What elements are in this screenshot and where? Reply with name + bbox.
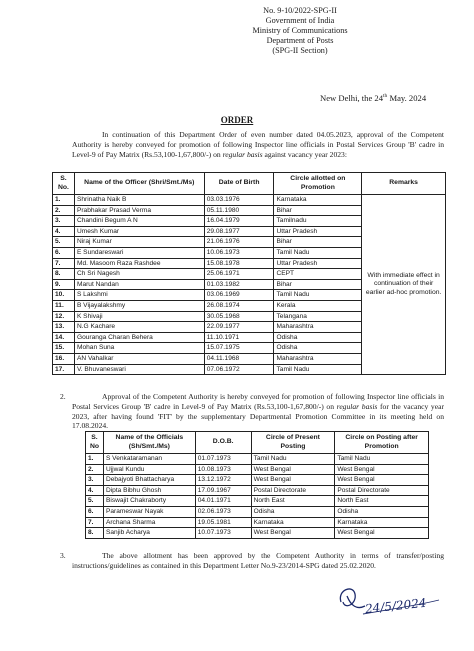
cell-dob: 25.06.1971	[204, 269, 274, 280]
table-row	[86, 496, 429, 507]
table-row	[53, 195, 446, 206]
col-header-new-circle: Circle on Posting after Promotion	[335, 432, 429, 454]
cell-sno: 11.	[53, 300, 75, 311]
ministry-line: Ministry of Communications	[252, 26, 348, 35]
cell-dob: 30.05.1968	[204, 311, 274, 322]
cell-dob: 11.10.1971	[204, 332, 274, 343]
col-header-remarks: Remarks	[362, 173, 446, 195]
cell-new-circle: Tamil Nadu	[335, 454, 429, 465]
paragraph-1: In continuation of this Department Order of even number dated 04.05.2023, approval of the Competent Authority is hereby conveyed for promotion of following Inspector line officials in Postal Services Group 'B' cadre in Level-9 of Pay Matrix (Rs.53,100-1,67,800/-) on regular basis against vacancy year 2023:	[72, 130, 444, 159]
cell-dob: 10.08.1973	[195, 464, 251, 475]
paragraph-3: 3. The above allotment has been approved by the Competent Authority in terms of transfer/posting instructions/guidelines as contained in this Department Letter No.9-23/2014-SPG dated 25.02.2020.	[60, 551, 444, 570]
cell-sno: 2.	[53, 205, 75, 216]
cell-name: Niraj Kumar	[74, 237, 204, 248]
col-header-present-circle: Circle of Present Posting	[251, 432, 335, 454]
cell-name: Biswajit Chakraborty	[103, 496, 195, 507]
cell-name: Prabhakar Prasad Verma	[74, 205, 204, 216]
section-line: (SPG-II Section)	[272, 46, 328, 55]
cell-sno: 3.	[86, 475, 104, 486]
cell-circle: Karnataka	[274, 195, 362, 206]
cell-circle: Tamilnadu	[274, 216, 362, 227]
cell-name: E Sundareswari	[74, 247, 204, 258]
cell-circle: Tamil Nadu	[274, 364, 362, 375]
cell-dob: 01.07.1973	[195, 454, 251, 465]
cell-sno: 13.	[53, 322, 75, 333]
cell-circle: Tamil Nadu	[274, 290, 362, 301]
cell-circle: Odisha	[274, 332, 362, 343]
col-header-circle: Circle allotted on Promotion	[274, 173, 362, 195]
govt-line: Government of India	[265, 16, 335, 25]
cell-dob: 07.06.1972	[204, 364, 274, 375]
cell-name: Parameswar Nayak	[103, 506, 195, 517]
cell-dob: 04.01.1971	[195, 496, 251, 507]
cell-dob: 22.09.1977	[204, 322, 274, 333]
letter-header	[170, 6, 430, 56]
cell-dob: 01.03.1982	[204, 279, 274, 290]
cell-circle: Odisha	[274, 343, 362, 354]
col-header-dob: D.O.B.	[195, 432, 251, 454]
table-row	[86, 528, 429, 539]
cell-new-circle: Postal Directorate	[335, 485, 429, 496]
cell-sno: 15.	[53, 343, 75, 354]
cell-dob: 03.06.1969	[204, 290, 274, 301]
table-row	[86, 454, 429, 465]
cell-circle: Maharashtra	[274, 353, 362, 364]
cell-circle: Uttar Pradesh	[274, 226, 362, 237]
cell-present-circle: West Bengal	[251, 528, 335, 539]
cell-circle: Kerala	[274, 300, 362, 311]
cell-sno: 17.	[53, 364, 75, 375]
cell-dob: 05.11.1980	[204, 205, 274, 216]
cell-circle: Uttar Pradesh	[274, 258, 362, 269]
cell-name: Sanjib Acharya	[103, 528, 195, 539]
cell-sno: 4.	[53, 226, 75, 237]
cell-name: Shrinatha Naik B	[74, 195, 204, 206]
cell-circle: Tamil Nadu	[274, 247, 362, 258]
cell-name: Md. Masoom Raza Rashdee	[74, 258, 204, 269]
cell-new-circle: Odisha	[335, 506, 429, 517]
cell-sno: 9.	[53, 279, 75, 290]
cell-dob: 26.08.1974	[204, 300, 274, 311]
cell-circle: Maharashtra	[274, 322, 362, 333]
svg-text:24/5/2024: 24/5/2024	[364, 595, 428, 617]
table-row	[86, 464, 429, 475]
cell-name: Debajyoti Bhattacharya	[103, 475, 195, 486]
cell-name: Chandini Begum A N	[74, 216, 204, 227]
cell-dob: 13.12.1972	[195, 475, 251, 486]
cell-sno: 2.	[86, 464, 104, 475]
cell-name: Ujjwal Kundu	[103, 464, 195, 475]
cell-dob: 10.07.1973	[195, 528, 251, 539]
cell-dob: 21.06.1976	[204, 237, 274, 248]
cell-dob: 15.07.1975	[204, 343, 274, 354]
cell-circle: CEPT	[274, 269, 362, 280]
promotion-table-1	[52, 172, 446, 375]
cell-present-circle: Tamil Nadu	[251, 454, 335, 465]
cell-new-circle: West Bengal	[335, 464, 429, 475]
cell-sno: 5.	[86, 496, 104, 507]
cell-name: S Venkataramanan	[103, 454, 195, 465]
cell-remarks: With immediate effect in continuation of their earlier ad-hoc promotion.	[362, 195, 446, 375]
cell-dob: 15.08.1978	[204, 258, 274, 269]
cell-dob: 02.06.1973	[195, 506, 251, 517]
col-header-name: Name of the Officials (Sh/Smt./Ms)	[103, 432, 195, 454]
cell-name: Umesh Kumar	[74, 226, 204, 237]
cell-sno: 8.	[86, 528, 104, 539]
cell-name: Gouranga Charan Behera	[74, 332, 204, 343]
cell-present-circle: Karnataka	[251, 517, 335, 528]
cell-new-circle: West Bengal	[335, 475, 429, 486]
cell-dob: 03.03.1976	[204, 195, 274, 206]
cell-dob: 19.05.1981	[195, 517, 251, 528]
cell-present-circle: West Bengal	[251, 464, 335, 475]
cell-sno: 10.	[53, 290, 75, 301]
order-date: New Delhi, the 24th May. 2024	[320, 93, 427, 103]
col-header-sno: S. No	[86, 432, 104, 454]
promotion-table-2	[85, 431, 429, 539]
cell-sno: 14.	[53, 332, 75, 343]
cell-circle: Bihar	[274, 279, 362, 290]
table-row	[86, 475, 429, 486]
cell-dob: 29.08.1977	[204, 226, 274, 237]
cell-dob: 17.09.1967	[195, 485, 251, 496]
cell-circle: Telangana	[274, 311, 362, 322]
cell-sno: 6.	[53, 247, 75, 258]
cell-name: Ch Sri Nagesh	[74, 269, 204, 280]
cell-sno: 8.	[53, 269, 75, 280]
table-row	[86, 517, 429, 528]
cell-sno: 7.	[53, 258, 75, 269]
cell-sno: 12.	[53, 311, 75, 322]
cell-name: K Shivaji	[74, 311, 204, 322]
cell-sno: 5.	[53, 237, 75, 248]
order-title: ORDER	[220, 115, 254, 125]
cell-dob: 16.04.1979	[204, 216, 274, 227]
department-line: Department of Posts	[266, 36, 334, 45]
cell-name: S Lakshmi	[74, 290, 204, 301]
cell-present-circle: West Bengal	[251, 475, 335, 486]
cell-present-circle: Postal Directorate	[251, 485, 335, 496]
cell-sno: 1.	[86, 454, 104, 465]
cell-name: N.G Kachare	[74, 322, 204, 333]
cell-present-circle: North East	[251, 496, 335, 507]
cell-sno: 16.	[53, 353, 75, 364]
cell-name: B Vijayalakshmy	[74, 300, 204, 311]
col-header-dob: Date of Birth	[204, 173, 274, 195]
cell-sno: 1.	[53, 195, 75, 206]
cell-sno: 6.	[86, 506, 104, 517]
cell-name: Dipta Bibhu Ghosh	[103, 485, 195, 496]
paragraph-2: 2. Approval of the Competent Authority is hereby conveyed for promotion of following Inspector line officials in Postal Services Group 'B' cadre in Level-9 of Pay Matrix (Rs.53,100-1,67,800/-) on regular basis for the vacancy year 2023, after having found 'FIT' by the supplementary Departmental Promotion Committee in its meeting held on 17.08.2024.	[60, 392, 444, 431]
cell-name: Archana Sharma	[103, 517, 195, 528]
cell-new-circle: Karnataka	[335, 517, 429, 528]
cell-circle: Bihar	[274, 205, 362, 216]
cell-new-circle: West Bengal	[335, 528, 429, 539]
file-number: No. 9-10/2022-SPG-II	[263, 6, 337, 15]
cell-sno: 3.	[53, 216, 75, 227]
col-header-sno: S. No.	[53, 173, 75, 195]
cell-name: Marut Nandan	[74, 279, 204, 290]
cell-circle: Bihar	[274, 237, 362, 248]
cell-dob: 04.11.1968	[204, 353, 274, 364]
col-header-name: Name of the Officer (Shri/Smt./Ms)	[74, 173, 204, 195]
cell-sno: 7.	[86, 517, 104, 528]
cell-present-circle: Odisha	[251, 506, 335, 517]
handwritten-signature	[335, 580, 445, 620]
cell-name: V. Bhuvaneswari	[74, 364, 204, 375]
cell-dob: 10.06.1973	[204, 247, 274, 258]
cell-sno: 4.	[86, 485, 104, 496]
table-row	[86, 485, 429, 496]
cell-new-circle: North East	[335, 496, 429, 507]
cell-name: AN Vahalkar	[74, 353, 204, 364]
cell-name: Mohan Suna	[74, 343, 204, 354]
table-row	[86, 506, 429, 517]
